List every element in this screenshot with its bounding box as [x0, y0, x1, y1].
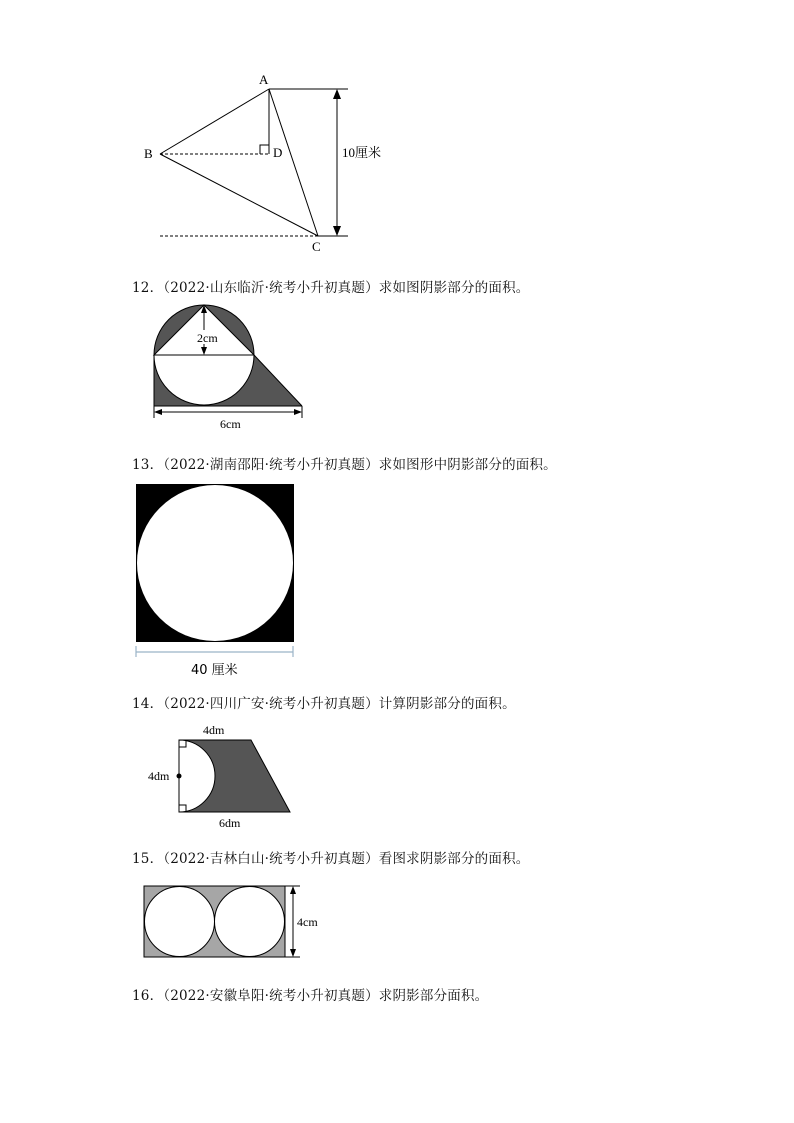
question-source: （2022·安徽阜阳·统考小升初真题）	[163, 988, 379, 1004]
q15-circle-right	[215, 887, 285, 957]
question-number: 12．	[132, 280, 164, 296]
question-source: （2022·四川广安·统考小升初真题）	[163, 696, 379, 712]
question-16	[132, 984, 488, 1004]
question-12	[132, 276, 529, 296]
q14-figure	[145, 718, 305, 834]
question-number: 14．	[132, 696, 164, 712]
q12-height-label: 2cm	[197, 331, 218, 345]
height-label: 10厘米	[342, 145, 382, 160]
q14-center-dot	[177, 774, 182, 779]
q15-height-label: 4cm	[297, 915, 318, 929]
q14-top-label: 4dm	[203, 723, 225, 737]
right-angle-mark	[260, 145, 269, 154]
triangle-abc-figure	[130, 66, 410, 260]
question-text: 计算阴影部分的面积。	[378, 696, 516, 712]
question-source: （2022·湖南邵阳·统考小升初真题）	[163, 457, 379, 473]
q12-base-arrow-right	[294, 409, 302, 415]
question-text: 求如图阴影部分的面积。	[378, 280, 530, 296]
question-text: 看图求阴影部分的面积。	[378, 851, 530, 867]
label-d: D	[273, 145, 283, 160]
q13-figure	[134, 482, 298, 682]
q15-circle-left	[145, 887, 215, 957]
question-number: 16．	[132, 988, 164, 1004]
q15-arrow-down	[290, 949, 296, 957]
q13-white-circle	[137, 485, 293, 641]
line-ab	[160, 89, 269, 154]
question-number: 15．	[132, 851, 164, 867]
q13-width-label: 40 厘米	[191, 663, 238, 678]
question-source: （2022·吉林白山·统考小升初真题）	[163, 851, 379, 867]
question-source: （2022·山东临沂·统考小升初真题）	[163, 280, 379, 296]
arrow-head-up	[333, 89, 341, 99]
question-15	[132, 847, 529, 867]
q15-figure	[140, 882, 330, 962]
question-13	[132, 453, 557, 473]
question-number: 13．	[132, 457, 164, 473]
q12-base-arrow-left	[154, 409, 162, 415]
q14-bottom-label: 6dm	[219, 816, 241, 830]
question-14	[132, 692, 516, 712]
label-a: A	[259, 72, 269, 87]
q14-left-label: 4dm	[148, 769, 170, 783]
arrow-head-down	[333, 226, 341, 236]
q12-figure	[146, 300, 316, 435]
q15-arrow-up	[290, 886, 296, 894]
question-text: 求如图形中阴影部分的面积。	[378, 457, 557, 473]
label-c: C	[312, 239, 321, 254]
label-b: B	[144, 146, 153, 161]
q12-base-label: 6cm	[220, 417, 241, 431]
question-text: 求阴影部分面积。	[378, 988, 489, 1004]
